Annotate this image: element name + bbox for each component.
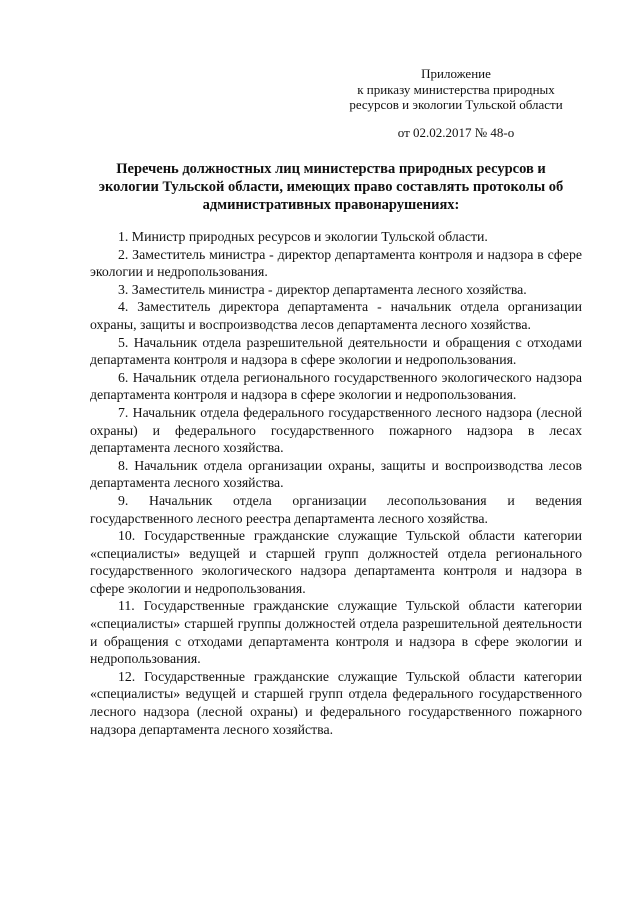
appendix-label: Приложение <box>421 66 491 81</box>
title-line-1: Перечень должностных лиц министерства природных ресурсов и <box>116 161 546 177</box>
appendix-order-ref-cont: ресурсов и экологии Тульской области <box>349 97 563 112</box>
list-item: 8. Начальник отдела организации охраны, защиты и воспроизводства лесов департамента лесного хозяйства. <box>90 457 582 491</box>
appendix-order-ref: к приказу министерства природных <box>357 81 555 97</box>
list-item: 3. Заместитель министра - директор департамента лесного хозяйства. <box>118 281 527 297</box>
list-item: 7. Начальник отдела федерального государственного лесного надзора (лесной охраны) и федерального государственного пожарного надзора в лесах департамента лесного хозяйства. <box>90 404 582 456</box>
document-title <box>86 160 576 214</box>
list-item: 11. Государственные гражданские служащие Тульской области категории «специалисты» старшей группы должностей отдела разрешительной деятельности и обращения с отходами департамента контроля и надзора в сфере экологии и недропользования. <box>90 598 582 667</box>
order-date: от 02.02.2017 № 48-о <box>397 125 515 140</box>
title-line-3: административных правонарушениях: <box>202 197 460 213</box>
list-item: 1. Министр природных ресурсов и экологии Тульской области. <box>118 229 488 244</box>
list-item: 9. Начальник отдела организации лесопользования и ведения государственного лесного реестра департамента лесного хозяйства. <box>90 492 582 526</box>
list-item: 10. Государственные гражданские служащие Тульской области категории «специалисты» ведущей и старшей групп должностей отдела регионального государственного экологического надзора департамента контроля и надзора в сфере экологии и недропользования. <box>90 528 582 596</box>
list-item: 12. Государственные гражданские служащие Тульской области категории «специалисты» ведущей и старшей групп отдела федерального государственного лесного надзора (лесной охраны) и федерального государственного пожарного надзора департамента лесного хозяйства. <box>90 668 582 737</box>
list-item: 2. Заместитель министра - директор департамента контроля и надзора в сфере экологии и недропользования. <box>90 246 582 280</box>
officials-list <box>90 228 582 738</box>
appendix-header <box>330 66 582 113</box>
title-line-2: экологии Тульской области, имеющих право составлять протоколы об <box>98 179 564 195</box>
list-item: 5. Начальник отдела разрешительной деятельности и обращения с отходами департамента контроля и надзора в сфере экологии и недропользования. <box>90 334 582 368</box>
list-item: 6. Начальник отдела регионального государственного экологического надзора департамента контроля и надзора в сфере экологии и недропользования. <box>90 369 582 403</box>
list-item: 4. Заместитель директора департамента - начальник отдела организации охраны, защиты и воспроизводства лесов департамента лесного хозяйства. <box>90 299 582 332</box>
